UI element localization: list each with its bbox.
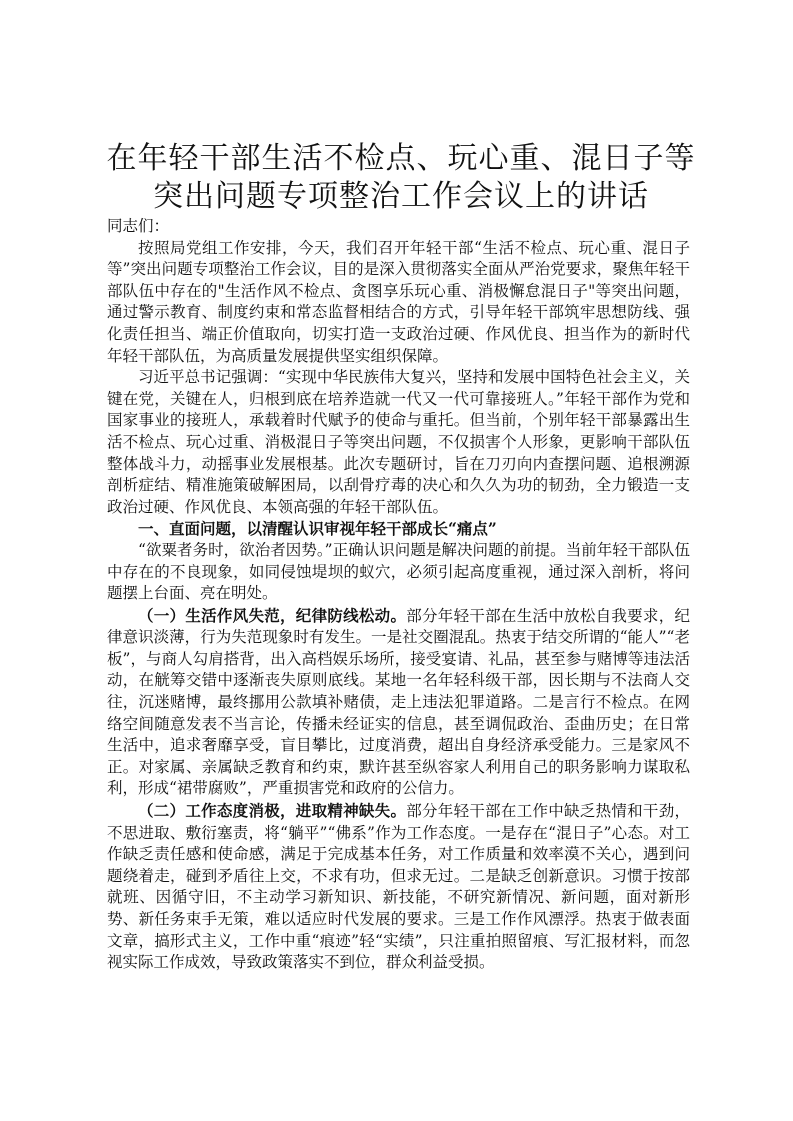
paragraph-subsection-2 (107, 800, 690, 974)
paragraph-section-1-intro: “欲粟者务时，欲治者因势。”正确认识问题是解决问题的前提。当前年轻干部队伍中存在的不良现象，如同侵蚀堤坝的蚁穴，必须引起高度重视，通过深入剖析，将问题摆上台面、亮在明处。 (107, 540, 690, 603)
subsection-2-text: 部分年轻干部在工作中缺乏热情和干劲，不思进取、敷衍塞责，将“躺平”“佛系”作为工作态度。一是存在“混日子”心态。对工作缺乏责任感和使命感，满足于完成基本任务，对工作质量和效率漠不关心，遇到问题绕着走，碰到矛盾往上交，不求有功，但求无过。二是缺乏创新意识。习惯于按部就班、因循守旧，不主动学习新知识、新技能，不研究新情况、新问题，面对新形势、新任务束手无策，难以适应时代发展的要求。三是工作作风漂浮。热衷于做表面文章，搞形式主义，工作中重“痕迹”轻“实绩”，只注重拍照留痕、写汇报材料，而忽视实际工作成效，导致政策落实不到位，群众利益受损。 (107, 802, 690, 972)
section-heading-1: 一、直面问题，以清醒认识审视年轻干部成长“痛点” (138, 519, 497, 539)
paragraph-subsection-1 (107, 605, 690, 800)
subsection-1-heading: （一）生活作风失范，纪律防线松动。 (138, 605, 407, 625)
document-body (107, 216, 690, 974)
subsection-1-text: 部分年轻干部在生活中放松自我要求，纪律意识淡薄，行为失范现象时有发生。一是社交圈混乱。热衷于结交所谓的“能人”“老板”，与商人勾肩搭背，出入高档娱乐场所，接受宴请、礼品，甚至参与赌博等违法活动，在觥筹交错中逐渐丧失原则底线。某地一名年轻科级干部，因长期与不法商人交往，沉迷赌博，最终挪用公款填补赌债，走上违法犯罪道路。二是言行不检点。在网络空间随意发表不当言论，传播未经证实的信息，甚至调侃政治、歪曲历史；在日常生活中，追求奢靡享受，盲目攀比，过度消费，超出自身经济承受能力。三是家风不正。对家属、亲属缺乏教育和约束，默许甚至纵容家人利用自己的职务影响力谋取私利，形成“裙带腐败”，严重损害党和政府的公信力。 (107, 606, 690, 798)
salutation: 同志们： (107, 217, 170, 235)
subsection-2-heading: （二）工作态度消极，进取精神缺失。 (138, 801, 407, 821)
paragraph-intro: 按照局党组工作安排，今天，我们召开年轻干部“生活不检点、玩心重、混日子等”突出问题专项整治工作会议，目的是深入贯彻落实全面从严治党要求，聚焦年轻干部队伍中存在的"生活作风不检点、贪图享乐玩心重、消极懈怠混日子"等突出问题，通过警示教育、制度约束和常态监督相结合的方式，引导年轻干部筑牢思想防线、强化责任担当、端正价值取向，切实打造一支政治过硬、作风优良、担当作为的新时代年轻干部队伍，为高质量发展提供坚实组织保障。 (107, 238, 690, 365)
document-title: 在年轻干部生活不检点、玩心重、混日子等突出问题专项整治工作会议上的讲话 (106, 141, 696, 214)
paragraph-quote: 习近平总书记强调：“实现中华民族伟大复兴，坚持和发展中国特色社会主义，关键在党，关键在人，归根到底在培养造就一代又一代可靠接班人。”年轻干部作为党和国家事业的接班人，承载着时代赋予的使命与重托。但当前，个别年轻干部暴露出生活不检点、玩心过重、消极混日子等突出问题，不仅损害个人形象，更影响干部队伍整体战斗力，动摇事业发展根基。此次专题研讨，旨在刀刃向内查摆问题、追根溯源剖析症结、精准施策破解困局，以刮骨疗毒的决心和久久为功的韧劲，全力锻造一支政治过硬、作风优良、本领高强的年轻干部队伍。 (107, 368, 690, 516)
